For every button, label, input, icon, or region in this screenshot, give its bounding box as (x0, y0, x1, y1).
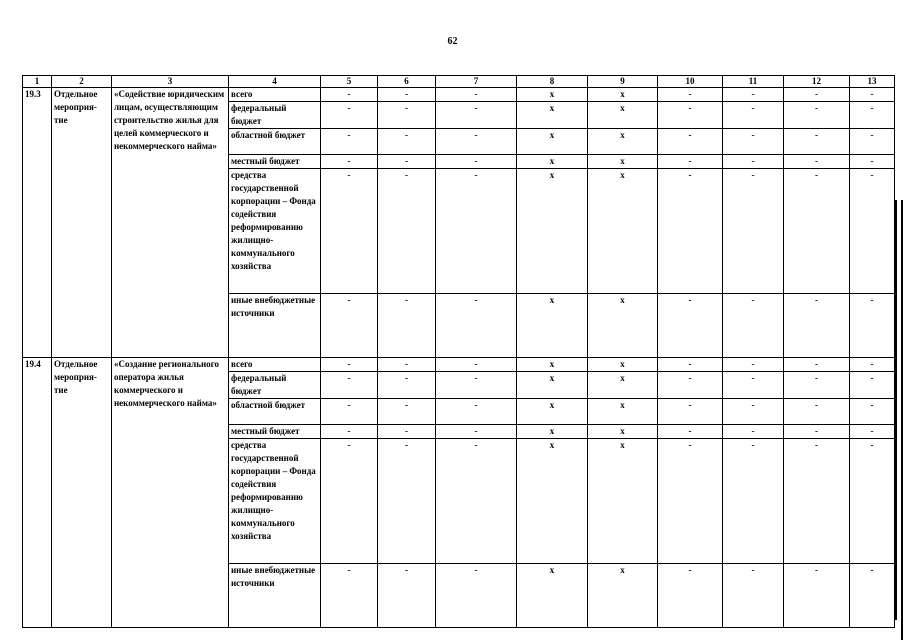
value-cell: - (850, 425, 895, 439)
value-cell: - (784, 102, 850, 129)
value-cell: - (378, 425, 436, 439)
header-cell: 10 (658, 76, 723, 88)
header-cell: 2 (52, 76, 112, 88)
header-cell: 1 (23, 76, 52, 88)
item-name: «Содействие юридическим лицам, осуществляющим строительство жилья для целей коммерческого и некоммерческого найма» (112, 88, 229, 358)
value-cell: - (784, 129, 850, 155)
header-cell: 11 (723, 76, 784, 88)
value-cell: х (588, 564, 658, 628)
value-cell: - (378, 564, 436, 628)
value-cell: - (321, 399, 378, 425)
funding-source: всего (229, 358, 321, 372)
value-cell: - (436, 399, 517, 425)
value-cell: - (378, 129, 436, 155)
item-type: Отдельное мероприя-тие (52, 88, 112, 358)
funding-source: всего (229, 88, 321, 102)
value-cell: - (436, 294, 517, 358)
value-cell: х (517, 294, 588, 358)
value-cell: - (378, 399, 436, 425)
value-cell: - (850, 439, 895, 564)
value-cell: - (436, 425, 517, 439)
value-cell: - (321, 372, 378, 399)
value-cell: - (723, 564, 784, 628)
value-cell: - (321, 358, 378, 372)
header-cell: 6 (378, 76, 436, 88)
value-cell: - (378, 155, 436, 169)
value-cell: - (436, 88, 517, 102)
value-cell: - (723, 294, 784, 358)
value-cell: - (378, 102, 436, 129)
value-cell: х (588, 294, 658, 358)
value-cell: х (588, 129, 658, 155)
value-cell: - (321, 425, 378, 439)
scan-edge-line (895, 200, 897, 620)
funding-source: иные внебюджетные источники (229, 564, 321, 628)
header-cell: 13 (850, 76, 895, 88)
value-cell: - (436, 155, 517, 169)
value-cell: - (850, 88, 895, 102)
item-number: 19.4 (23, 358, 52, 628)
header-cell: 4 (229, 76, 321, 88)
value-cell: - (723, 439, 784, 564)
value-cell: - (784, 294, 850, 358)
value-cell: х (588, 439, 658, 564)
value-cell: - (436, 372, 517, 399)
value-cell: - (723, 169, 784, 294)
value-cell: - (784, 425, 850, 439)
value-cell: - (784, 88, 850, 102)
value-cell: - (436, 129, 517, 155)
value-cell: - (321, 88, 378, 102)
table-row (23, 358, 895, 372)
value-cell: - (658, 129, 723, 155)
scan-edge-line (901, 200, 903, 640)
header-cell: 12 (784, 76, 850, 88)
value-cell: - (378, 372, 436, 399)
value-cell: - (436, 439, 517, 564)
value-cell: - (784, 169, 850, 294)
value-cell: х (517, 439, 588, 564)
funding-source: областной бюджет (229, 399, 321, 425)
value-cell: - (723, 88, 784, 102)
value-cell: - (378, 88, 436, 102)
page-number: 62 (447, 36, 458, 47)
value-cell: х (588, 399, 658, 425)
value-cell: - (658, 564, 723, 628)
funding-source: федеральный бюджет (229, 372, 321, 399)
funding-source: местный бюджет (229, 155, 321, 169)
value-cell: - (378, 439, 436, 564)
value-cell: - (658, 439, 723, 564)
value-cell: х (517, 372, 588, 399)
value-cell: - (850, 129, 895, 155)
value-cell: - (378, 358, 436, 372)
value-cell: - (850, 372, 895, 399)
value-cell: - (658, 425, 723, 439)
value-cell: - (850, 294, 895, 358)
value-cell: - (378, 294, 436, 358)
value-cell: - (723, 358, 784, 372)
value-cell: - (658, 88, 723, 102)
value-cell: - (658, 169, 723, 294)
header-cell: 9 (588, 76, 658, 88)
value-cell: х (517, 129, 588, 155)
value-cell: - (784, 155, 850, 169)
value-cell: - (436, 358, 517, 372)
item-name: «Создание регионального оператора жилья коммерческого и некоммерческого найма» (112, 358, 229, 628)
value-cell: - (723, 129, 784, 155)
value-cell: х (517, 399, 588, 425)
item-number: 19.3 (23, 88, 52, 358)
value-cell: х (588, 102, 658, 129)
header-cell: 7 (436, 76, 517, 88)
value-cell: - (850, 169, 895, 294)
value-cell: х (517, 88, 588, 102)
value-cell: х (588, 358, 658, 372)
value-cell: - (436, 564, 517, 628)
value-cell: - (321, 169, 378, 294)
value-cell: - (321, 155, 378, 169)
value-cell: - (850, 358, 895, 372)
funding-source: областной бюджет (229, 129, 321, 155)
value-cell: х (588, 155, 658, 169)
value-cell: х (517, 425, 588, 439)
value-cell: - (784, 399, 850, 425)
value-cell: х (517, 102, 588, 129)
value-cell: - (850, 155, 895, 169)
value-cell: - (321, 564, 378, 628)
funding-source: средства государственной корпорации – Фонда содействия реформированию жилищно-коммунального хозяйства (229, 169, 321, 294)
header-cell: 3 (112, 76, 229, 88)
header-row (23, 76, 895, 88)
value-cell: - (658, 399, 723, 425)
funding-source: иные внебюджетные источники (229, 294, 321, 358)
header-cell: 8 (517, 76, 588, 88)
value-cell: - (723, 155, 784, 169)
value-cell: х (517, 155, 588, 169)
value-cell: - (784, 439, 850, 564)
value-cell: - (658, 155, 723, 169)
header-cell: 5 (321, 76, 378, 88)
value-cell: х (588, 169, 658, 294)
value-cell: х (517, 169, 588, 294)
value-cell: - (436, 169, 517, 294)
value-cell: - (378, 169, 436, 294)
value-cell: - (321, 102, 378, 129)
value-cell: - (321, 129, 378, 155)
value-cell: х (588, 372, 658, 399)
value-cell: - (658, 358, 723, 372)
value-cell: - (436, 102, 517, 129)
value-cell: х (588, 88, 658, 102)
value-cell: - (784, 564, 850, 628)
value-cell: х (517, 358, 588, 372)
value-cell: - (321, 439, 378, 564)
value-cell: - (658, 102, 723, 129)
item-type: Отдельное мероприя-тие (52, 358, 112, 628)
value-cell: - (784, 372, 850, 399)
funding-source: федеральный бюджет (229, 102, 321, 129)
program-table (22, 75, 895, 628)
value-cell: х (517, 564, 588, 628)
funding-source: местный бюджет (229, 425, 321, 439)
value-cell: - (658, 294, 723, 358)
value-cell: - (850, 399, 895, 425)
value-cell: - (723, 399, 784, 425)
value-cell: - (784, 358, 850, 372)
value-cell: - (658, 372, 723, 399)
value-cell: - (850, 564, 895, 628)
value-cell: - (723, 372, 784, 399)
table-body (23, 76, 895, 628)
value-cell: - (723, 425, 784, 439)
funding-source: средства государственной корпорации – Фонда содействия реформированию жилищно-коммунального хозяйства (229, 439, 321, 564)
value-cell: - (723, 102, 784, 129)
value-cell: х (588, 425, 658, 439)
value-cell: - (321, 294, 378, 358)
value-cell: - (850, 102, 895, 129)
table-row (23, 88, 895, 102)
